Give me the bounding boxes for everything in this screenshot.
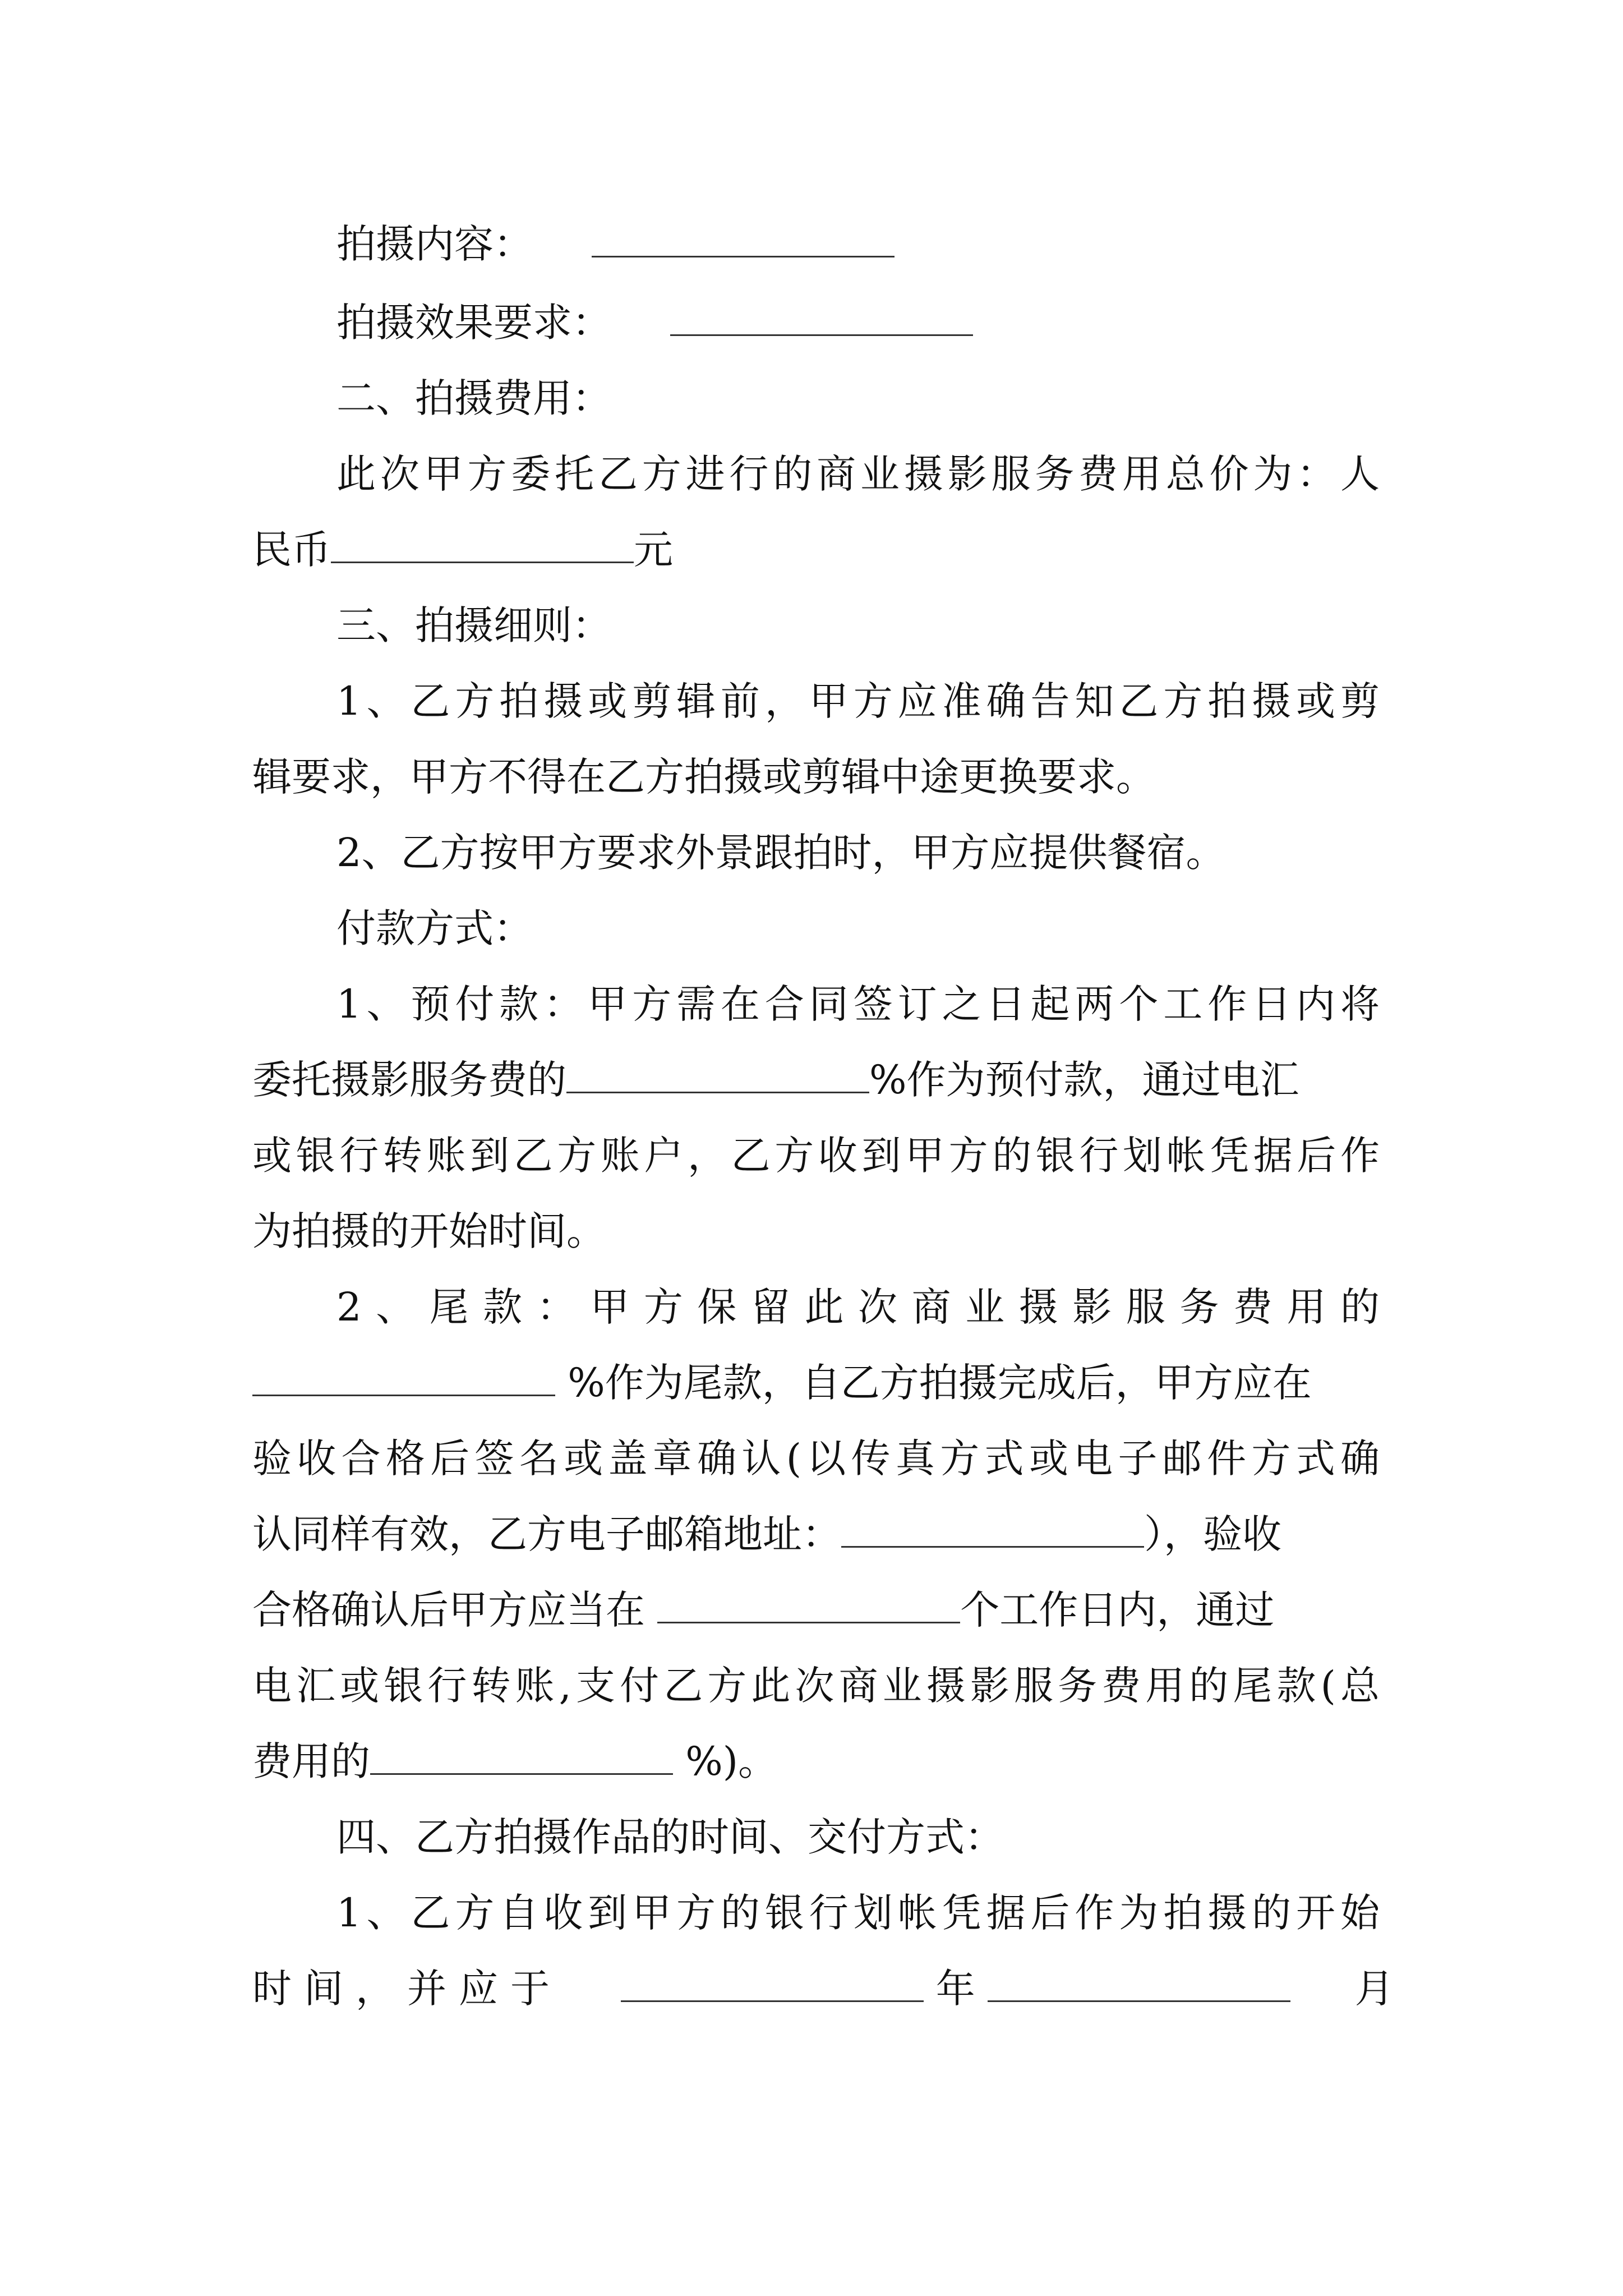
line-final-d: [252, 1503, 1380, 1565]
prepay-b-text-1: 委托摄影服务费的: [252, 1057, 566, 1103]
blank-shooting-content: [592, 221, 895, 257]
final-a-text: 2、尾款：甲方保留此次商业摄影服务费用的: [336, 1284, 1380, 1330]
line-prepay-c: [252, 1125, 1380, 1186]
line-rule-1a: [336, 670, 1380, 732]
delivery-a-text: 1、乙方自收到甲方的银行划帐凭据后作为拍摄的开始: [336, 1890, 1380, 1936]
heading-delivery: [336, 1806, 1380, 1868]
prepay-b-text-2: %作为预付款，通过电汇: [869, 1057, 1299, 1103]
blank-workdays: [657, 1587, 960, 1623]
line-final-g: [252, 1731, 1380, 1792]
heading-rules-text: 三、拍摄细则：: [336, 602, 611, 648]
line-rule-2: [336, 822, 1380, 884]
prepay-c-text: 或银行转账到乙方账户，乙方收到甲方的银行划帐凭据后作: [252, 1133, 1380, 1179]
heading-payment-text: 付款方式：: [336, 905, 533, 951]
prepay-d-text: 为拍摄的开始时间。: [252, 1208, 606, 1254]
line-shooting-effect: [336, 292, 1380, 353]
fee-total-text: 此次甲方委托乙方进行的商业摄影服务费用总价为：人: [336, 451, 1380, 497]
line-final-a: [336, 1276, 1380, 1338]
line-shooting-content: [336, 213, 1380, 275]
final-g-text-2: %)。: [673, 1738, 778, 1784]
line-final-e: [252, 1579, 1380, 1641]
final-d-text-1: 认同样有效，乙方电子邮箱地址：: [252, 1511, 841, 1557]
blank-shooting-effect: [670, 300, 973, 336]
fee-rmb-label: 民币: [252, 527, 331, 573]
heading-payment: [336, 898, 1380, 959]
final-f-text: 电汇或银行转账,支付乙方此次商业摄影服务费用的尾款(总: [252, 1663, 1380, 1709]
final-g-text-1: 费用的: [252, 1738, 370, 1784]
prepay-a-text: 1、预付款：甲方需在合同签订之日起两个工作日内将: [336, 981, 1380, 1027]
delivery-b-text-1: 时间，并应于: [252, 1966, 562, 2012]
delivery-month-label: 月: [1354, 1966, 1394, 2012]
heading-fees-text: 二、拍摄费用：: [336, 375, 611, 421]
line-fee-total: [336, 443, 1380, 505]
heading-rules: [336, 595, 1380, 656]
line-prepay-d: [252, 1200, 1380, 1262]
line-final-f: [252, 1655, 1380, 1717]
final-c-text: 验收合格后签名或盖章确认(以传真方式或电子邮件方式确: [252, 1435, 1380, 1481]
delivery-year-label: 年: [935, 1966, 975, 2012]
line-prepay-a: [336, 973, 1380, 1035]
line-fee-rmb: [252, 519, 1380, 581]
label-shooting-effect: 拍摄效果要求：: [336, 300, 611, 346]
final-b-text-2: %作为尾款，自乙方拍摄完成后，甲方应在: [555, 1360, 1312, 1406]
final-e-text-1: 合格确认后甲方应当在: [252, 1587, 658, 1633]
blank-year: [621, 1966, 924, 2002]
blank-email: [841, 1511, 1144, 1548]
line-delivery-a: [336, 1882, 1380, 1944]
line-delivery-b: [252, 1958, 1394, 2019]
blank-final-percent: [252, 1360, 555, 1396]
rule-2-text: 2、乙方按甲方要求外景跟拍时，甲方应提供餐宿。: [336, 830, 1225, 876]
line-rule-1b: [252, 746, 1380, 808]
heading-delivery-text: 四、乙方拍摄作品的时间、交付方式：: [336, 1814, 1004, 1860]
rule-1b-text: 辑要求，甲方不得在乙方拍摄或剪辑中途更换要求。: [252, 754, 1155, 800]
line-final-c: [252, 1428, 1380, 1489]
blank-fee-amount: [331, 527, 634, 563]
line-final-b: [252, 1352, 1380, 1414]
final-d-text-2: ），验收: [1144, 1511, 1281, 1557]
line-prepay-b: [252, 1049, 1380, 1111]
blank-prepay-percent: [566, 1057, 869, 1093]
label-shooting-content: 拍摄内容：: [336, 221, 533, 267]
fee-unit: 元: [634, 527, 673, 573]
rule-1a-text: 1、乙方拍摄或剪辑前，甲方应准确告知乙方拍摄或剪: [336, 678, 1380, 724]
blank-final-total-percent: [370, 1738, 673, 1775]
heading-fees: [336, 367, 1380, 429]
blank-month: [988, 1966, 1290, 2002]
final-e-text-2: 个工作日内，通过: [960, 1587, 1275, 1633]
